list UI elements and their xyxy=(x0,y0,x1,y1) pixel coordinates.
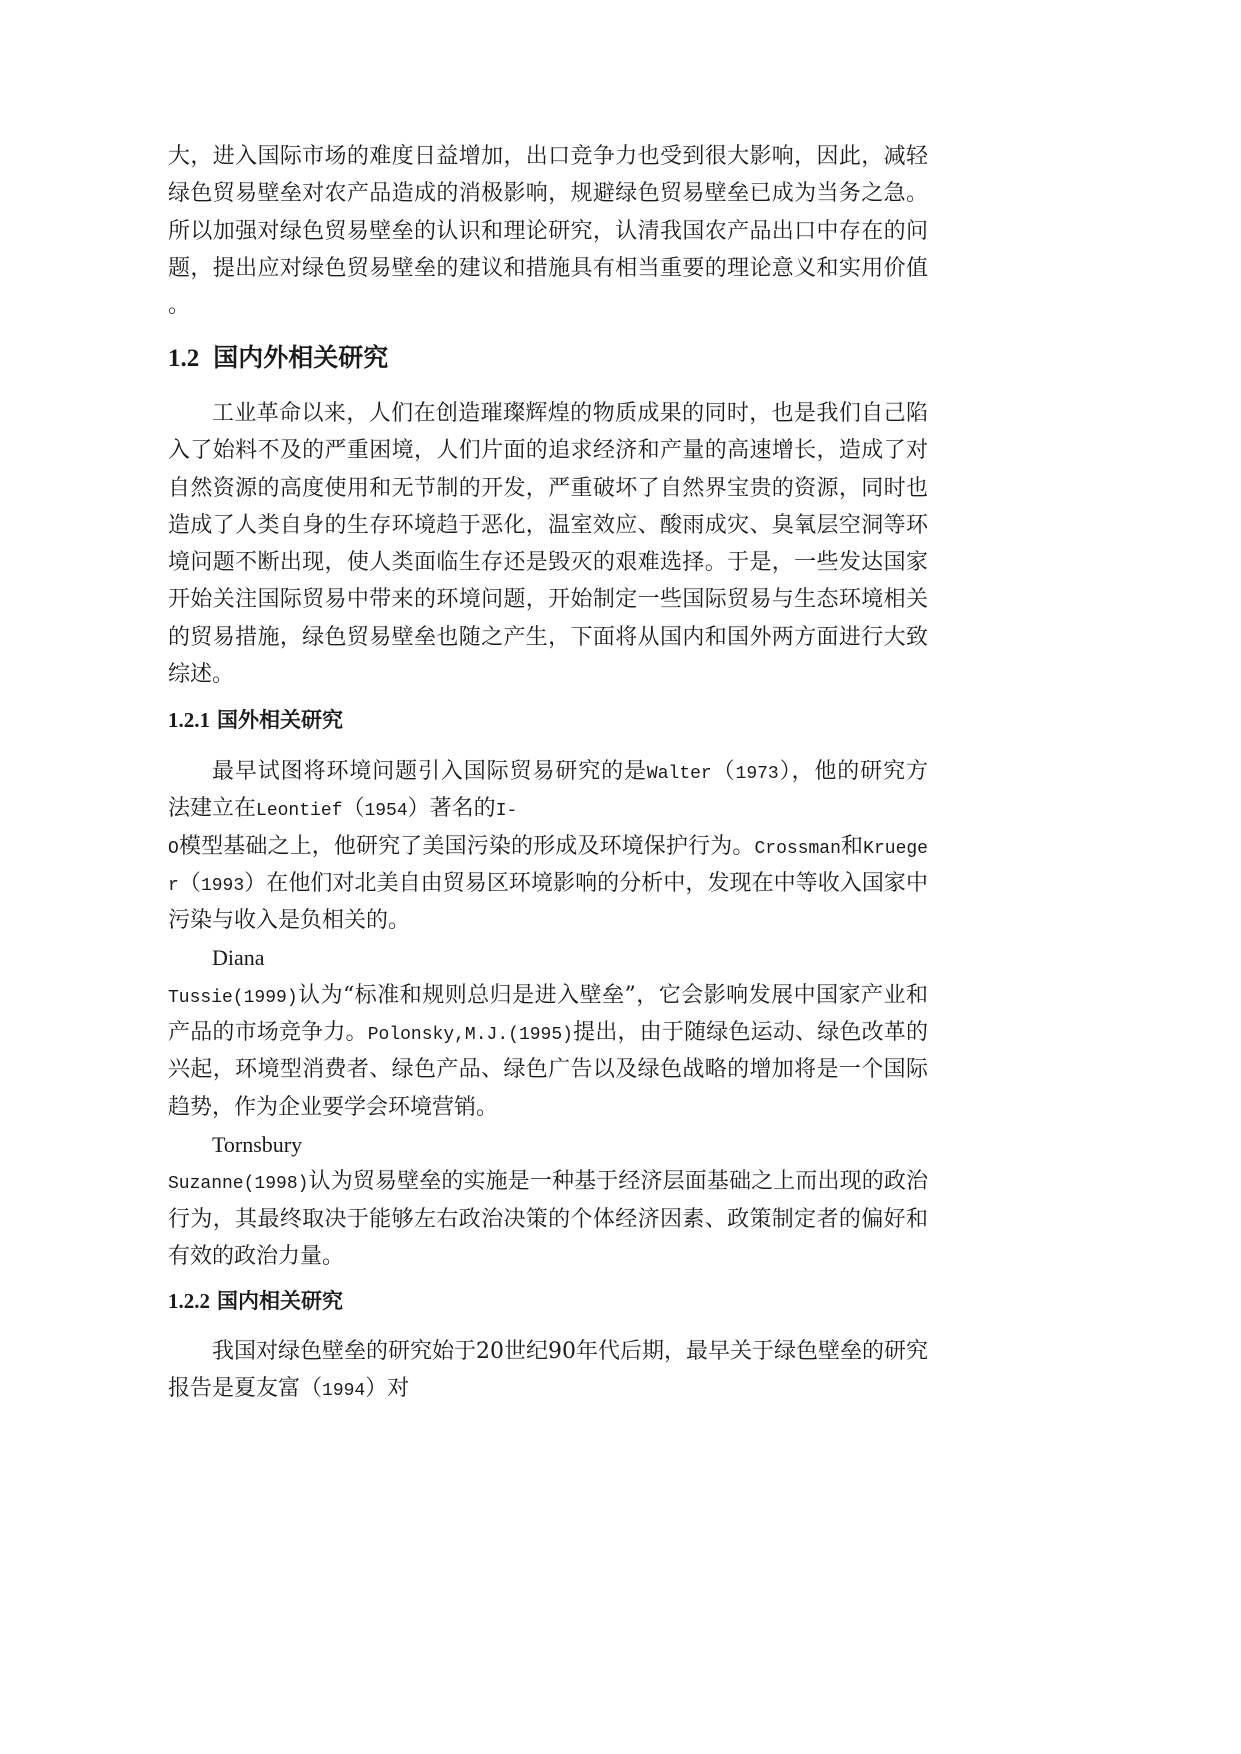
text-line: 自然资源的高度使用和无节制的开发，严重破坏了自然界宝贵的资源，同时也 xyxy=(168,475,928,501)
text-run: ）在他们对北美自由贸易区环境影响的分析中，发现在中等收入国家中 xyxy=(244,870,928,896)
subsection-title: 国外相关研究 xyxy=(217,708,343,732)
paragraph-section-1-2-1 xyxy=(168,753,928,1275)
text-run: 和 xyxy=(840,833,864,859)
text-line xyxy=(168,939,928,976)
text-run: （ xyxy=(178,870,201,896)
text-line xyxy=(168,902,928,939)
text-line: 大，进入国际市场的难度日益增加，出口竞争力也受到很大影响，因此，减轻 xyxy=(168,144,928,169)
text-line xyxy=(168,977,928,1014)
paragraph-section-1-2 xyxy=(168,395,928,693)
text-run: 污染与收入是负相关的。 xyxy=(168,908,411,934)
text-line xyxy=(168,1089,928,1126)
subsection-heading xyxy=(168,1282,928,1320)
text-run: 提出，由于随绿色运动、绿色改革的 xyxy=(572,1020,928,1046)
text-line xyxy=(168,828,928,865)
latin-text: 1994 xyxy=(322,1381,366,1402)
text-run: 有效的政治力量。 xyxy=(168,1243,345,1269)
text-line: 开始关注国际贸易中带来的环境问题，开始制定一些国际贸易与生态环境相关 xyxy=(168,587,928,613)
text-run: 兴起，环境型消费者、绿色产品、绿色广告以及绿色战略的增加将是一个国际 xyxy=(168,1057,928,1083)
paragraph-intro xyxy=(168,138,928,324)
text-line xyxy=(168,1238,928,1275)
text-line: 。 xyxy=(168,293,191,319)
text-run: 认为贸易壁垒的实施是一种基于经济层面基础之上而出现的政治 xyxy=(308,1169,928,1195)
latin-text: 1973 xyxy=(735,764,779,784)
subsection-number: 1.2.2 xyxy=(168,1289,210,1313)
text-line: 境问题不断出现，使人类面临生存还是毁灭的艰难选择。于是，一些发达国家 xyxy=(168,550,928,576)
text-run: 我国对绿色壁垒的研究始于20世纪90年代后期，最早关于绿色壁垒的研究 xyxy=(212,1339,928,1364)
text-line xyxy=(168,753,928,790)
subsection-number: 1.2.1 xyxy=(168,708,210,732)
text-run: 模型基础之上，他研究了美国污染的形成及环境保护行为。 xyxy=(178,833,755,859)
latin-text: Suzanne(1998) xyxy=(168,1174,309,1195)
text-line: 的贸易措施，绿色贸易壁垒也随之产生，下面将从国内和国外两方面进行大致 xyxy=(168,624,928,650)
text-line xyxy=(168,1051,928,1088)
text-line xyxy=(168,1014,928,1051)
latin-text: Diana xyxy=(212,945,265,971)
text-run: 产品的市场竞争力。 xyxy=(168,1020,368,1046)
section-title: 国内外相关研究 xyxy=(213,343,389,372)
latin-text: 1993 xyxy=(200,875,245,896)
text-run: ）著名的 xyxy=(407,796,496,822)
text-line xyxy=(168,790,928,827)
paragraph-section-1-2-2 xyxy=(168,1333,928,1408)
text-run: 报告是夏友富（ xyxy=(168,1376,323,1402)
text-line xyxy=(168,1126,928,1163)
text-line xyxy=(168,1333,928,1370)
text-line: 造成了人类自身的生存环境趋于恶化，温室效应、酸雨成灾、臭氧层空洞等环 xyxy=(168,512,928,538)
text-run: 法建立在 xyxy=(168,796,257,822)
latin-text: I- xyxy=(495,801,518,822)
text-line: 题，提出应对绿色贸易壁垒的建议和措施具有相当重要的理论意义和实用价值 xyxy=(168,255,928,281)
latin-text: Crossman xyxy=(754,838,841,859)
text-line: 工业革命以来，人们在创造璀璨辉煌的物质成果的同时，也是我们自己陷 xyxy=(212,401,928,426)
latin-text: O xyxy=(168,838,179,859)
text-run: 最早试图将环境问题引入国际贸易研究的是 xyxy=(212,759,647,784)
text-run: ），他的研究方 xyxy=(778,759,928,784)
text-run: 趋势，作为企业要学会环境营销。 xyxy=(168,1094,499,1120)
latin-text: Kruege xyxy=(863,838,928,859)
latin-text: Leontief xyxy=(256,801,343,822)
subsection-title: 国内相关研究 xyxy=(217,1289,343,1313)
text-line xyxy=(168,1163,928,1200)
latin-text: Polonsky,M.J.(1995) xyxy=(367,1025,573,1046)
text-line: 所以加强对绿色贸易壁垒的认识和理论研究，认清我国农产品出口中存在的问 xyxy=(168,218,928,244)
latin-text: Tornsbury xyxy=(212,1131,303,1157)
section-heading xyxy=(168,339,928,377)
text-line: 综述。 xyxy=(168,662,235,688)
latin-text: Tussie(1999) xyxy=(168,987,298,1008)
text-run: 行为，其最终取决于能够左右政治决策的个体经济因素、政策制定者的偏好和 xyxy=(168,1206,928,1232)
latin-text: r xyxy=(168,875,179,896)
subsection-heading xyxy=(168,701,928,739)
latin-text: Walter xyxy=(646,764,712,784)
text-run: （ xyxy=(342,796,365,822)
text-line xyxy=(168,1201,928,1238)
text-line xyxy=(168,865,928,902)
text-line: 绿色贸易壁垒对农产品造成的消极影响，规避绿色贸易壁垒已成为当务之急。 xyxy=(168,181,928,207)
text-line: 入了始料不及的严重困境，人们片面的追求经济和产量的高速增长，造成了对 xyxy=(168,438,928,464)
section-number: 1.2 xyxy=(168,345,200,372)
latin-text: 1954 xyxy=(364,801,408,822)
text-run: ）对 xyxy=(365,1376,410,1402)
text-line xyxy=(168,1370,928,1407)
text-run: 认为“标准和规则总归是进入壁垒”，它会影响发展中国家产业和 xyxy=(297,982,928,1008)
text-run: （ xyxy=(711,759,736,784)
